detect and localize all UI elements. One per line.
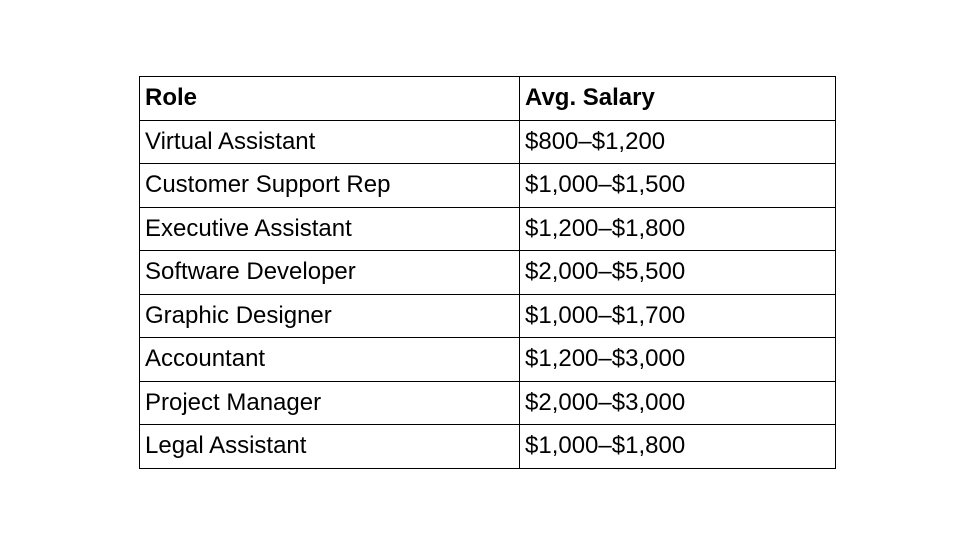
- salary-cell: $1,200–$3,000: [520, 338, 836, 382]
- salary-cell: $2,000–$3,000: [520, 381, 836, 425]
- table-row: [140, 207, 836, 251]
- salary-cell: $1,000–$1,500: [520, 164, 836, 208]
- table-header-row: [140, 77, 836, 121]
- salary-cell: $1,000–$1,800: [520, 425, 836, 469]
- role-cell: Project Manager: [140, 381, 520, 425]
- table-row: [140, 338, 836, 382]
- salary-cell: $1,200–$1,800: [520, 207, 836, 251]
- header-avg-salary: Avg. Salary: [520, 77, 836, 121]
- table-row: [140, 251, 836, 295]
- salary-cell: $1,000–$1,700: [520, 294, 836, 338]
- salary-table: [139, 76, 836, 469]
- table-row: [140, 294, 836, 338]
- role-cell: Software Developer: [140, 251, 520, 295]
- role-cell: Customer Support Rep: [140, 164, 520, 208]
- header-role: Role: [140, 77, 520, 121]
- table-row: [140, 120, 836, 164]
- salary-cell: $2,000–$5,500: [520, 251, 836, 295]
- table-row: [140, 425, 836, 469]
- role-cell: Legal Assistant: [140, 425, 520, 469]
- role-cell: Accountant: [140, 338, 520, 382]
- role-cell: Virtual Assistant: [140, 120, 520, 164]
- role-cell: Graphic Designer: [140, 294, 520, 338]
- salary-cell: $800–$1,200: [520, 120, 836, 164]
- table-row: [140, 381, 836, 425]
- role-cell: Executive Assistant: [140, 207, 520, 251]
- table-row: [140, 164, 836, 208]
